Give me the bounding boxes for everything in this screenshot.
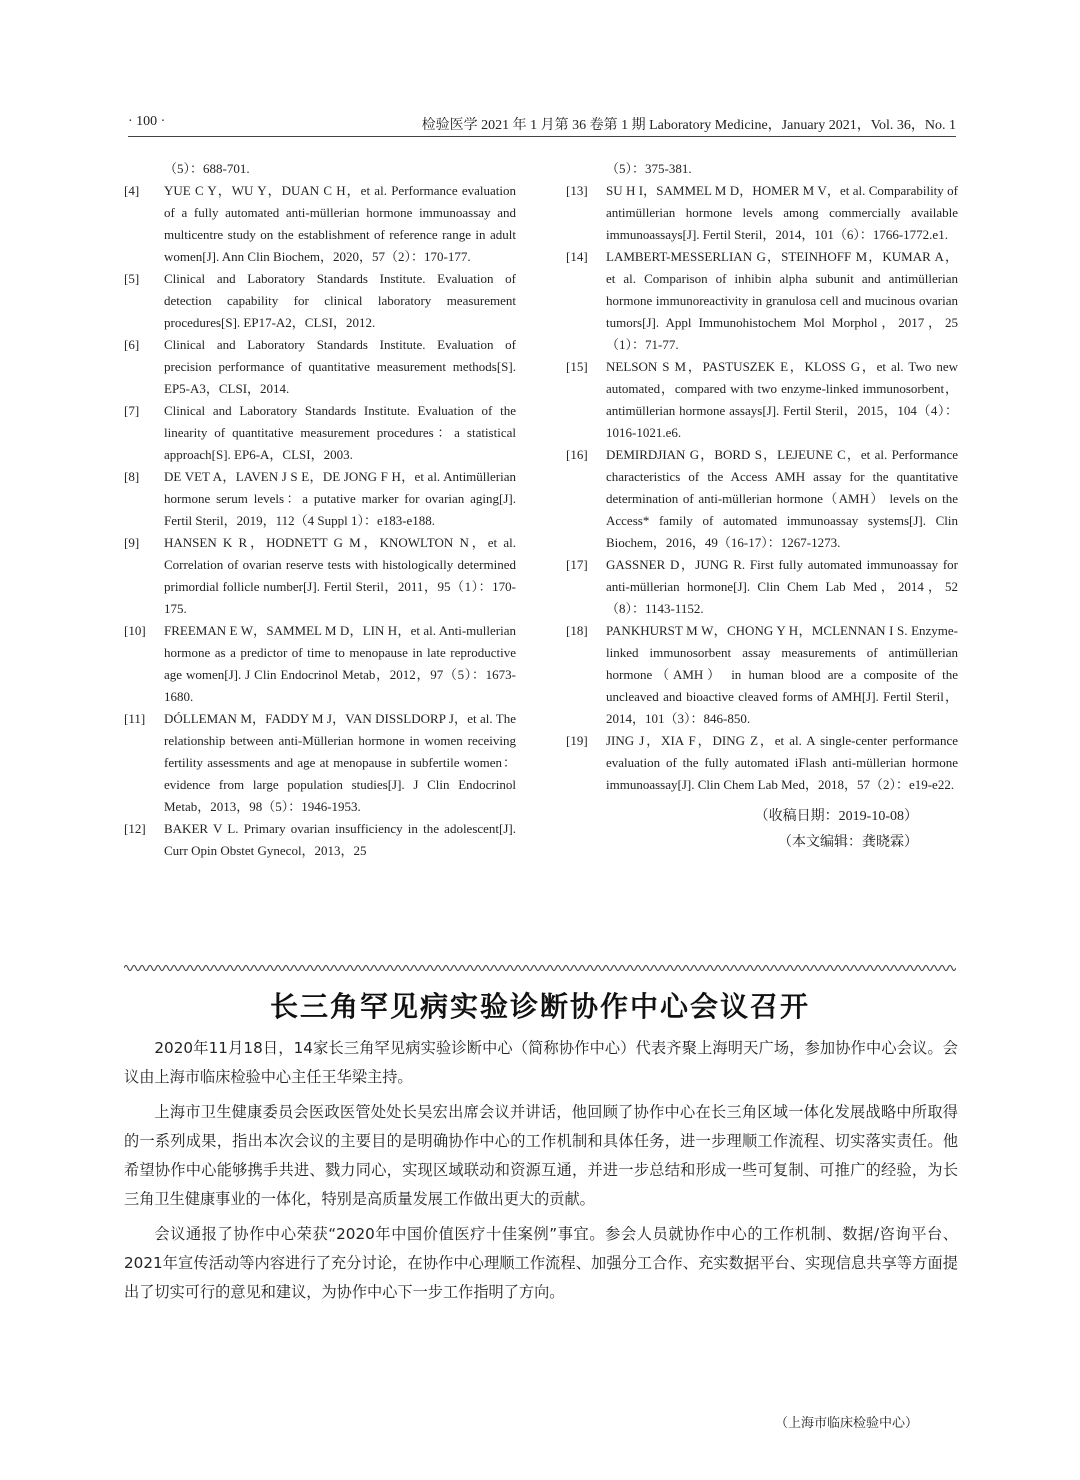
reference-item (566, 730, 958, 796)
news-paragraph: 2020年11月18日，14家长三角罕见病实验诊断中心（简称协作中心）代表齐聚上海明天广场，参加协作中心会议。会议由上海市临床检验中心主任王华梁主持。 (124, 1039, 958, 1086)
reference-list-left (124, 158, 516, 862)
reference-item (124, 818, 516, 862)
reference-number: [18] (566, 623, 588, 638)
reference-text: HANSEN K R，HODNETT G M，KNOWLTON N，et al. Correlation of ovarian reserve tests with histologically determined primordial follicle number[J]. Fertil Steril，2011，95（1）：170-175. (164, 535, 516, 616)
reference-number: [13] (566, 183, 588, 198)
reference-text: Clinical and Laboratory Standards Institute. Evaluation of detection capability for clinical laboratory measurement procedures[S]. EP17-A2，CLSI，2012. (164, 271, 516, 330)
news-paragraph: 会议通报了协作中心荣获“2020年中国价值医疗十佳案例”事宜。参会人员就协作中心的工作机制、数据/咨询平台、2021年宣传活动等内容进行了充分讨论，在协作中心理顺工作流程、加强分工合作、充实数据平台、实现信息共享等方面提出了切实可行的意见和建议，为协作中心下一步工作指明了方向。 (124, 1225, 958, 1301)
reference-number: [6] (124, 337, 140, 352)
news-source: （上海市临床检验中心） (774, 1416, 918, 1431)
reference-item (566, 620, 958, 730)
reference-item (566, 246, 958, 356)
reference-text: Clinical and Laboratory Standards Institute. Evaluation of precision performance of quantitative measurement methods[S]. EP5-A3，CLSI，2014. (164, 337, 516, 396)
reference-item (124, 268, 516, 334)
reference-text: PANKHURST M W，CHONG Y H，MCLENNAN I S. Enzyme-linked immunosorbent assay measurements of antimüllerian hormone（AMH） in human blood are a composite of the uncleaved and bioactive cleaved forms of AMH[J]. Fertil Steril，2014，101（3）：846-850. (606, 623, 958, 726)
reference-number: [19] (566, 733, 588, 748)
reference-text: Clinical and Laboratory Standards Institute. Evaluation of the linearity of quantitative measurement procedures：a statistical approach[S]. EP6-A，CLSI，2003. (164, 403, 516, 462)
reference-text: LAMBERT-MESSERLIAN G，STEINHOFF M，KUMAR A，et al. Comparison of inhibin alpha subunit and antimüllerian hormone immunoreactivity in granulosa cell and mucinous ovarian tumors[J]. Appl Immunohistochem Mol Morphol，2017，25（1）：71-77. (606, 249, 958, 352)
reference-number: [16] (566, 447, 588, 462)
reference-text: DE VET A，LAVEN J S E，DE JONG F H，et al. Antimüllerian hormone serum levels：a putative marker for ovarian aging[J]. Fertil Steril，2019，112（4 Suppl 1）：e183-e188. (164, 469, 516, 528)
reference-number: [15] (566, 359, 588, 374)
reference-text: DEMIRDJIAN G，BORD S，LEJEUNE C，et al. Performance characteristics of the Access AMH assay for the quantitative determination of anti-müllerian hormone（AMH） levels on the Access* family of automated immunoassay systems[J]. Clin Biochem，2016，49（16-17）：1267-1273. (606, 447, 958, 550)
reference-text: SU H I，SAMMEL M D，HOMER M V，et al. Comparability of antimüllerian hormone levels among commercially available immunoassays[J]. Fertil Steril，2014，101（6）：1766-1772.e1. (606, 183, 958, 242)
reference-item (124, 180, 516, 268)
reference-item (124, 466, 516, 532)
reference-item (124, 708, 516, 818)
editor-credit: （本文编辑：龚晓霖） (778, 835, 918, 850)
reference-text: DÓLLEMAN M，FADDY M J，VAN DISSLDORP J，et al. The relationship between anti-Müllerian hormone in women receiving fertility assessments and age at menopause in subfertile women：evidence from large population studies[J]. J Clin Endocrinol Metab，2013，98（5）：1946-1953. (164, 711, 516, 814)
reference-text: FREEMAN E W，SAMMEL M D，LIN H，et al. Anti-mullerian hormone as a predictor of time to menopause in late reproductive age women[J]. J Clin Endocrinol Metab，2012，97（5）：1673-1680. (164, 623, 516, 704)
reference-text: YUE C Y，WU Y，DUAN C H，et al. Performance evaluation of a fully automated anti-müllerian hormone immunoassay and multicentre study on the establishment of reference range in adult women[J]. Ann Clin Biochem，2020，57（2）：170-177. (164, 183, 516, 264)
reference-number: [4] (124, 183, 140, 198)
reference-number: [8] (124, 469, 140, 484)
reference-number: [5] (124, 271, 140, 286)
journal-running-head: 检验医学 2021 年 1 月第 36 卷第 1 期 Laboratory Medicine，January 2021，Vol. 36，No. 1 (421, 118, 956, 133)
reference-item (124, 400, 516, 466)
reference-text: JING J，XIA F，DING Z，et al. A single-center performance evaluation of the fully automated iFlash anti-müllerian hormone immunoassay[J]. Clin Chem Lab Med，2018，57（2）：e19-e22. (606, 733, 958, 792)
section-divider (124, 962, 956, 974)
reference-item (566, 444, 958, 554)
reference-number: [12] (124, 821, 146, 836)
reference-continuation: （5）：375-381. (606, 161, 692, 176)
reference-list-right (566, 158, 958, 856)
news-paragraph: 上海市卫生健康委员会医政医管处处长吴宏出席会议并讲话，他回顾了协作中心在长三角区域一体化发展战略中所取得的一系列成果，指出本次会议的主要目的是明确协作中心的工作机制和具体任务，进一步理顺工作流程、切实落实责任。他希望协作中心能够携手共进、戮力同心，实现区域联动和资源互通，并进一步总结和形成一些可复制、可推广的经验，为长三角卫生健康事业的一体化，特别是高质量发展工作做出更大的贡献。 (124, 1103, 958, 1208)
reference-item (124, 532, 516, 620)
reference-item (566, 554, 958, 620)
reference-number: [14] (566, 249, 588, 264)
received-date: （收稿日期：2019-10-08） (754, 809, 918, 824)
reference-text: BAKER V L. Primary ovarian insufficiency in the adolescent[J]. Curr Opin Obstet Gynecol，2013，25 (164, 821, 516, 858)
news-body (124, 1034, 958, 1313)
reference-number: [11] (124, 711, 146, 726)
news-title: 长三角罕见病实验诊断协作中心会议召开 (269, 990, 810, 1023)
reference-text: GASSNER D，JUNG R. First fully automated immunoassay for anti-müllerian hormone[J]. Clin Chem Lab Med，2014，52（8）：1143-1152. (606, 557, 958, 616)
reference-number: [10] (124, 623, 146, 638)
reference-item (566, 356, 958, 444)
reference-continuation: （5）：688-701. (164, 161, 250, 176)
reference-item (124, 334, 516, 400)
page-header (128, 114, 956, 137)
reference-item (566, 180, 958, 246)
reference-number: [17] (566, 557, 588, 572)
reference-text: NELSON S M，PASTUSZEK E，KLOSS G，et al. Two new automated，compared with two enzyme-linked immunosorbent，antimüllerian hormone assays[J]. Fertil Steril，2015，104（4）：1016-1021.e6. (606, 359, 958, 440)
reference-number: [9] (124, 535, 140, 550)
reference-item (124, 620, 516, 708)
page-number: · 100 · (128, 114, 166, 129)
reference-number: [7] (124, 403, 140, 418)
article-meta (566, 804, 918, 856)
